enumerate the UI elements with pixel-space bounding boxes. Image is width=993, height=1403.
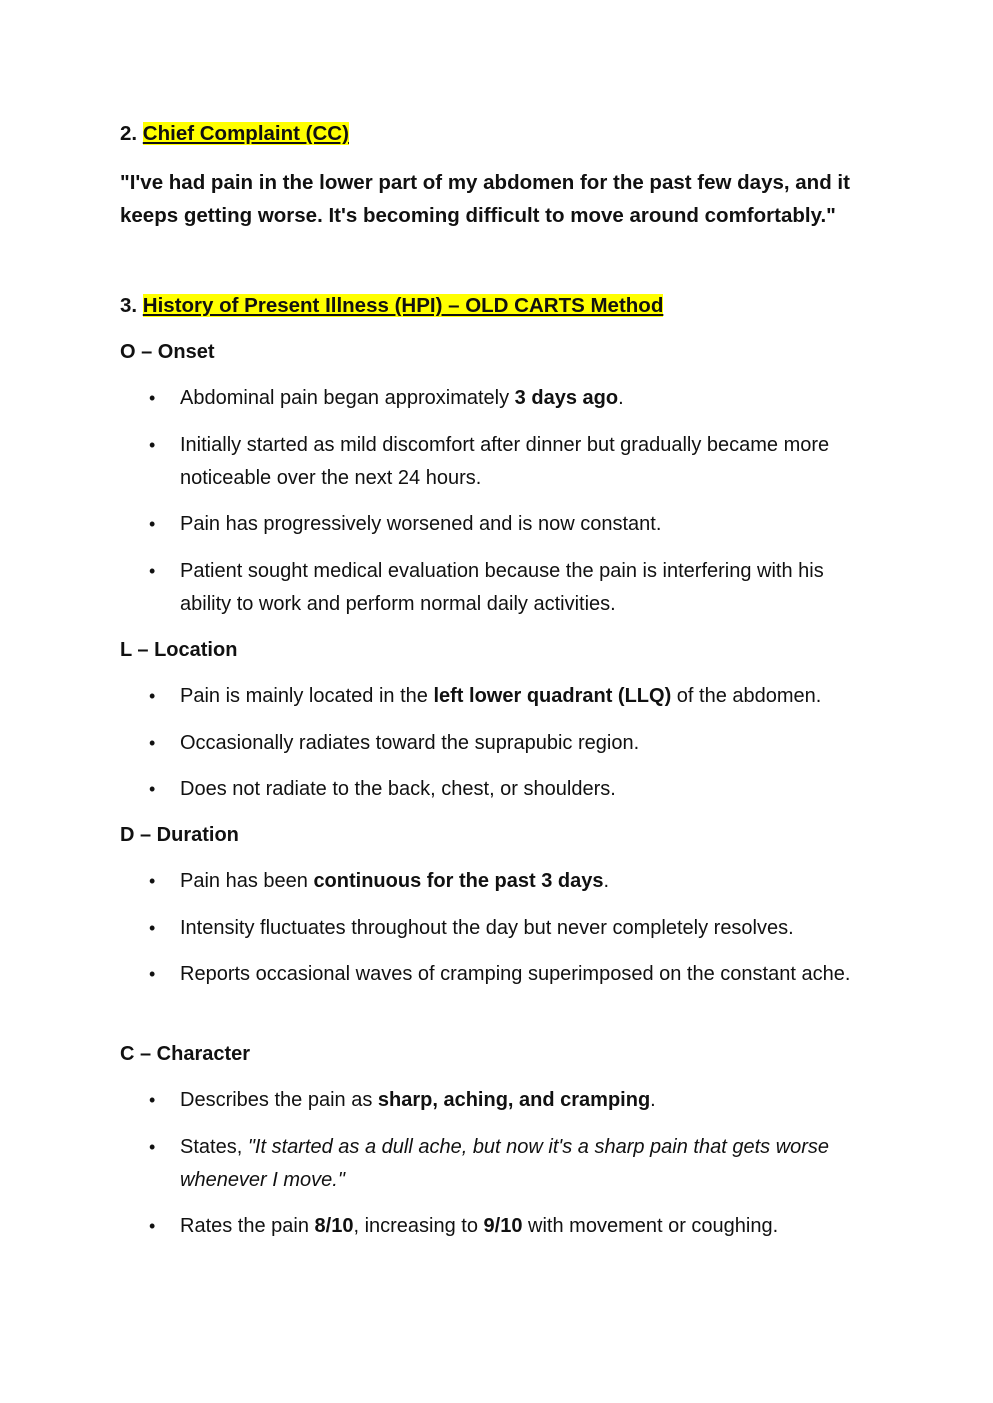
section-number: 2. — [120, 122, 143, 145]
list-item: • Patient sought medical evaluation because the pain is interfering with his ability to work and perform normal daily activities. — [120, 555, 880, 621]
list-item: • Occasionally radiates toward the suprapubic region. — [120, 727, 880, 760]
text: Describes the pain as — [180, 1089, 378, 1111]
bold-text: continuous for the past 3 days — [313, 870, 604, 892]
chief-complaint-quote: "I've had pain in the lower part of my abdomen for the past few days, and it keeps getting worse. It's becoming difficult to move around comfortably." — [120, 171, 850, 227]
section-title-highlight: Chief Complaint (CC) — [142, 122, 349, 145]
section-title-highlight: History of Present Illness (HPI) – OLD CARTS Method — [142, 294, 664, 317]
list-item — [120, 1084, 880, 1117]
text: States, — [180, 1135, 248, 1158]
section-heading-hpi — [120, 293, 663, 319]
text: Rates the pain — [180, 1215, 315, 1237]
section-heading-chief-complaint — [120, 121, 349, 147]
onset-list — [120, 382, 880, 634]
list-item — [120, 1131, 880, 1197]
list-item: • Intensity fluctuates throughout the day but never completely resolves. — [120, 912, 880, 945]
subheading-onset: O – Onset — [120, 341, 215, 363]
list-item: • Pain has progressively worsened and is now constant. — [120, 508, 880, 541]
text: . — [650, 1089, 656, 1111]
bold-text: 9/10 — [483, 1215, 523, 1237]
text: of the abdomen. — [671, 685, 822, 707]
list-item: • Initially started as mild discomfort after dinner but gradually became more noticeable over the next 24 hours. — [120, 429, 880, 495]
italic-quote: "It started as a dull ache, but now it's a sharp pain that gets worse whenever I move." — [180, 1135, 830, 1191]
list-item: • Does not radiate to the back, chest, or shoulders. — [120, 773, 880, 806]
list-item — [120, 680, 880, 713]
bold-text: 8/10 — [314, 1215, 354, 1237]
text: with movement or coughing. — [522, 1215, 779, 1237]
text: Pain has been — [180, 870, 314, 892]
list-item — [120, 382, 880, 415]
duration-list — [120, 865, 880, 1005]
subheading-character: C – Character — [120, 1043, 251, 1065]
list-item: • Reports occasional waves of cramping superimposed on the constant ache. — [120, 958, 880, 991]
text: Abdominal pain began approximately — [180, 387, 515, 409]
text: , increasing to — [353, 1215, 484, 1237]
subheading-duration: D – Duration — [120, 824, 239, 846]
text: . — [618, 387, 624, 409]
bold-text: left lower quadrant (LLQ) — [433, 685, 672, 707]
bold-text: sharp, aching, and cramping — [377, 1089, 651, 1111]
subheading-location: L – Location — [120, 639, 238, 661]
text: . — [603, 870, 610, 892]
character-list — [120, 1084, 880, 1257]
section-number: 3. — [120, 294, 143, 317]
bold-text: 3 days ago — [514, 387, 619, 409]
text: Pain is mainly located in the — [180, 685, 434, 707]
list-item — [120, 1210, 880, 1243]
location-list — [120, 680, 880, 820]
list-item — [120, 865, 880, 898]
